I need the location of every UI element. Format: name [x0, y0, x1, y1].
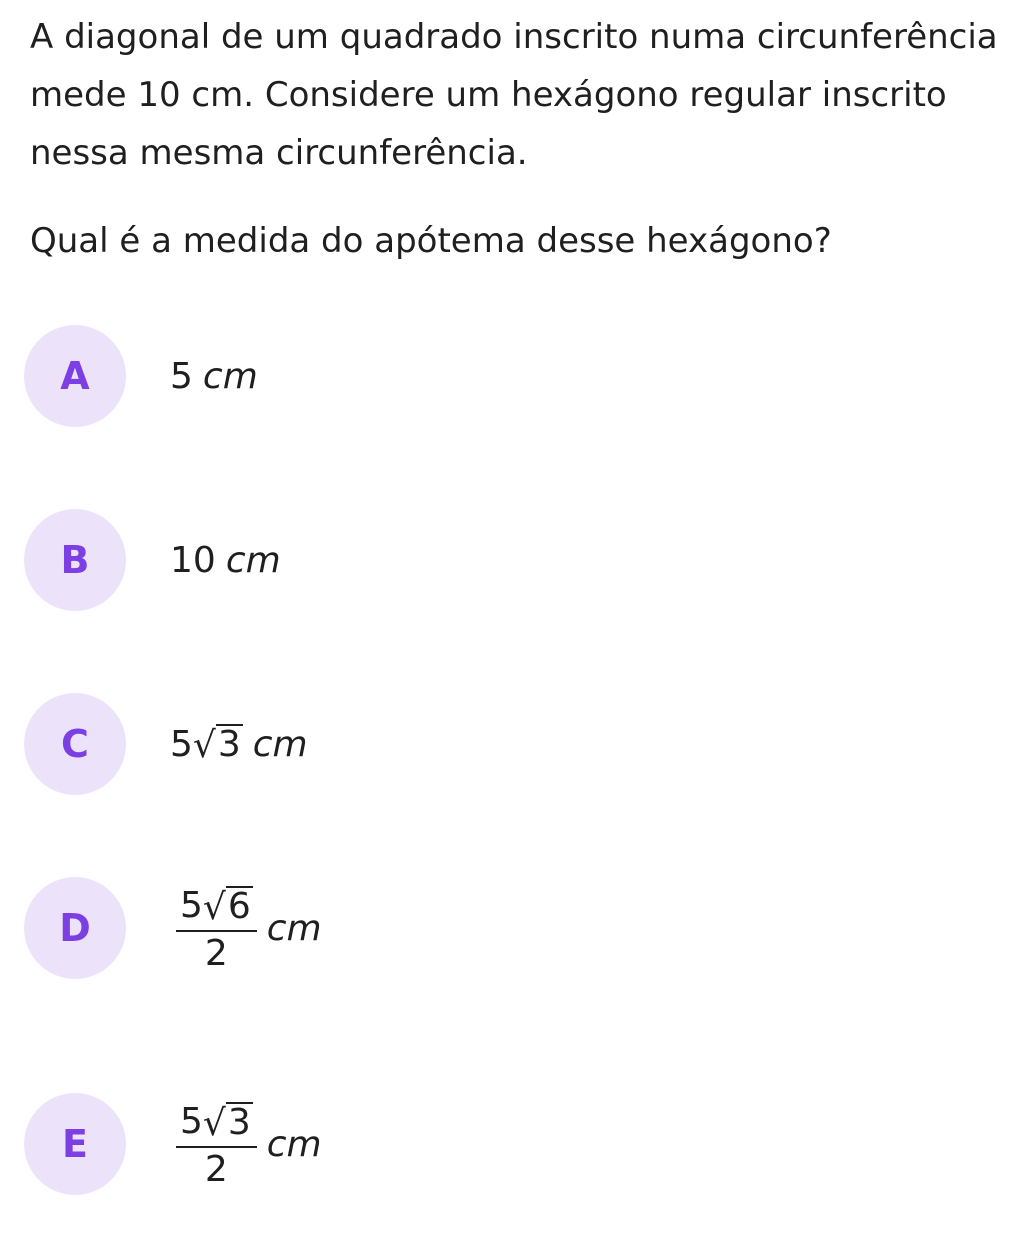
answer-unit: cm	[266, 1123, 322, 1165]
question-prompt: Qual é a medida do apótema desse hexágono?	[30, 221, 832, 261]
option-answer	[170, 724, 308, 765]
option-letter-badge: B	[24, 509, 126, 611]
option-c[interactable]	[24, 692, 308, 796]
option-answer	[170, 885, 322, 972]
answer-coefficient: 5	[170, 723, 193, 765]
radical-sign: √	[202, 886, 226, 928]
option-letter-badge: D	[24, 877, 126, 979]
fraction-denominator: 2	[204, 1148, 228, 1190]
radicand: 3	[217, 724, 241, 766]
option-letter-badge: E	[24, 1093, 126, 1195]
option-answer	[170, 356, 258, 397]
question-statement: A diagonal de um quadrado inscrito numa circunferência mede 10 cm. Considere um hexágono regular inscrito nessa mesma circunferência.	[30, 17, 998, 173]
answer-unit: cm	[225, 539, 281, 581]
radicand: 6	[227, 885, 251, 927]
radicand: 3	[227, 1101, 251, 1143]
answer-value: 10	[170, 539, 216, 581]
fraction-denominator: 2	[204, 932, 228, 974]
fraction-numerator	[176, 885, 257, 932]
fraction	[176, 1101, 257, 1188]
option-e[interactable]	[24, 1092, 322, 1196]
answer-coefficient: 5	[180, 1100, 203, 1142]
option-letter-badge: C	[24, 693, 126, 795]
radical-sign: √	[192, 724, 216, 766]
question-block	[30, 8, 1020, 270]
square-root	[193, 724, 243, 764]
square-root	[203, 1102, 253, 1142]
answer-coefficient: 5	[180, 884, 203, 926]
option-a[interactable]	[24, 324, 258, 428]
answer-unit: cm	[202, 355, 258, 397]
radical-sign: √	[202, 1102, 226, 1144]
fraction-numerator	[176, 1101, 257, 1148]
fraction	[176, 885, 257, 972]
option-answer	[170, 540, 281, 581]
answer-unit: cm	[266, 907, 322, 949]
square-root	[203, 886, 253, 926]
option-b[interactable]	[24, 508, 281, 612]
option-d[interactable]	[24, 876, 322, 980]
option-letter-badge: A	[24, 325, 126, 427]
answer-unit: cm	[252, 723, 308, 765]
option-answer	[170, 1101, 322, 1188]
answer-value: 5	[170, 355, 193, 397]
